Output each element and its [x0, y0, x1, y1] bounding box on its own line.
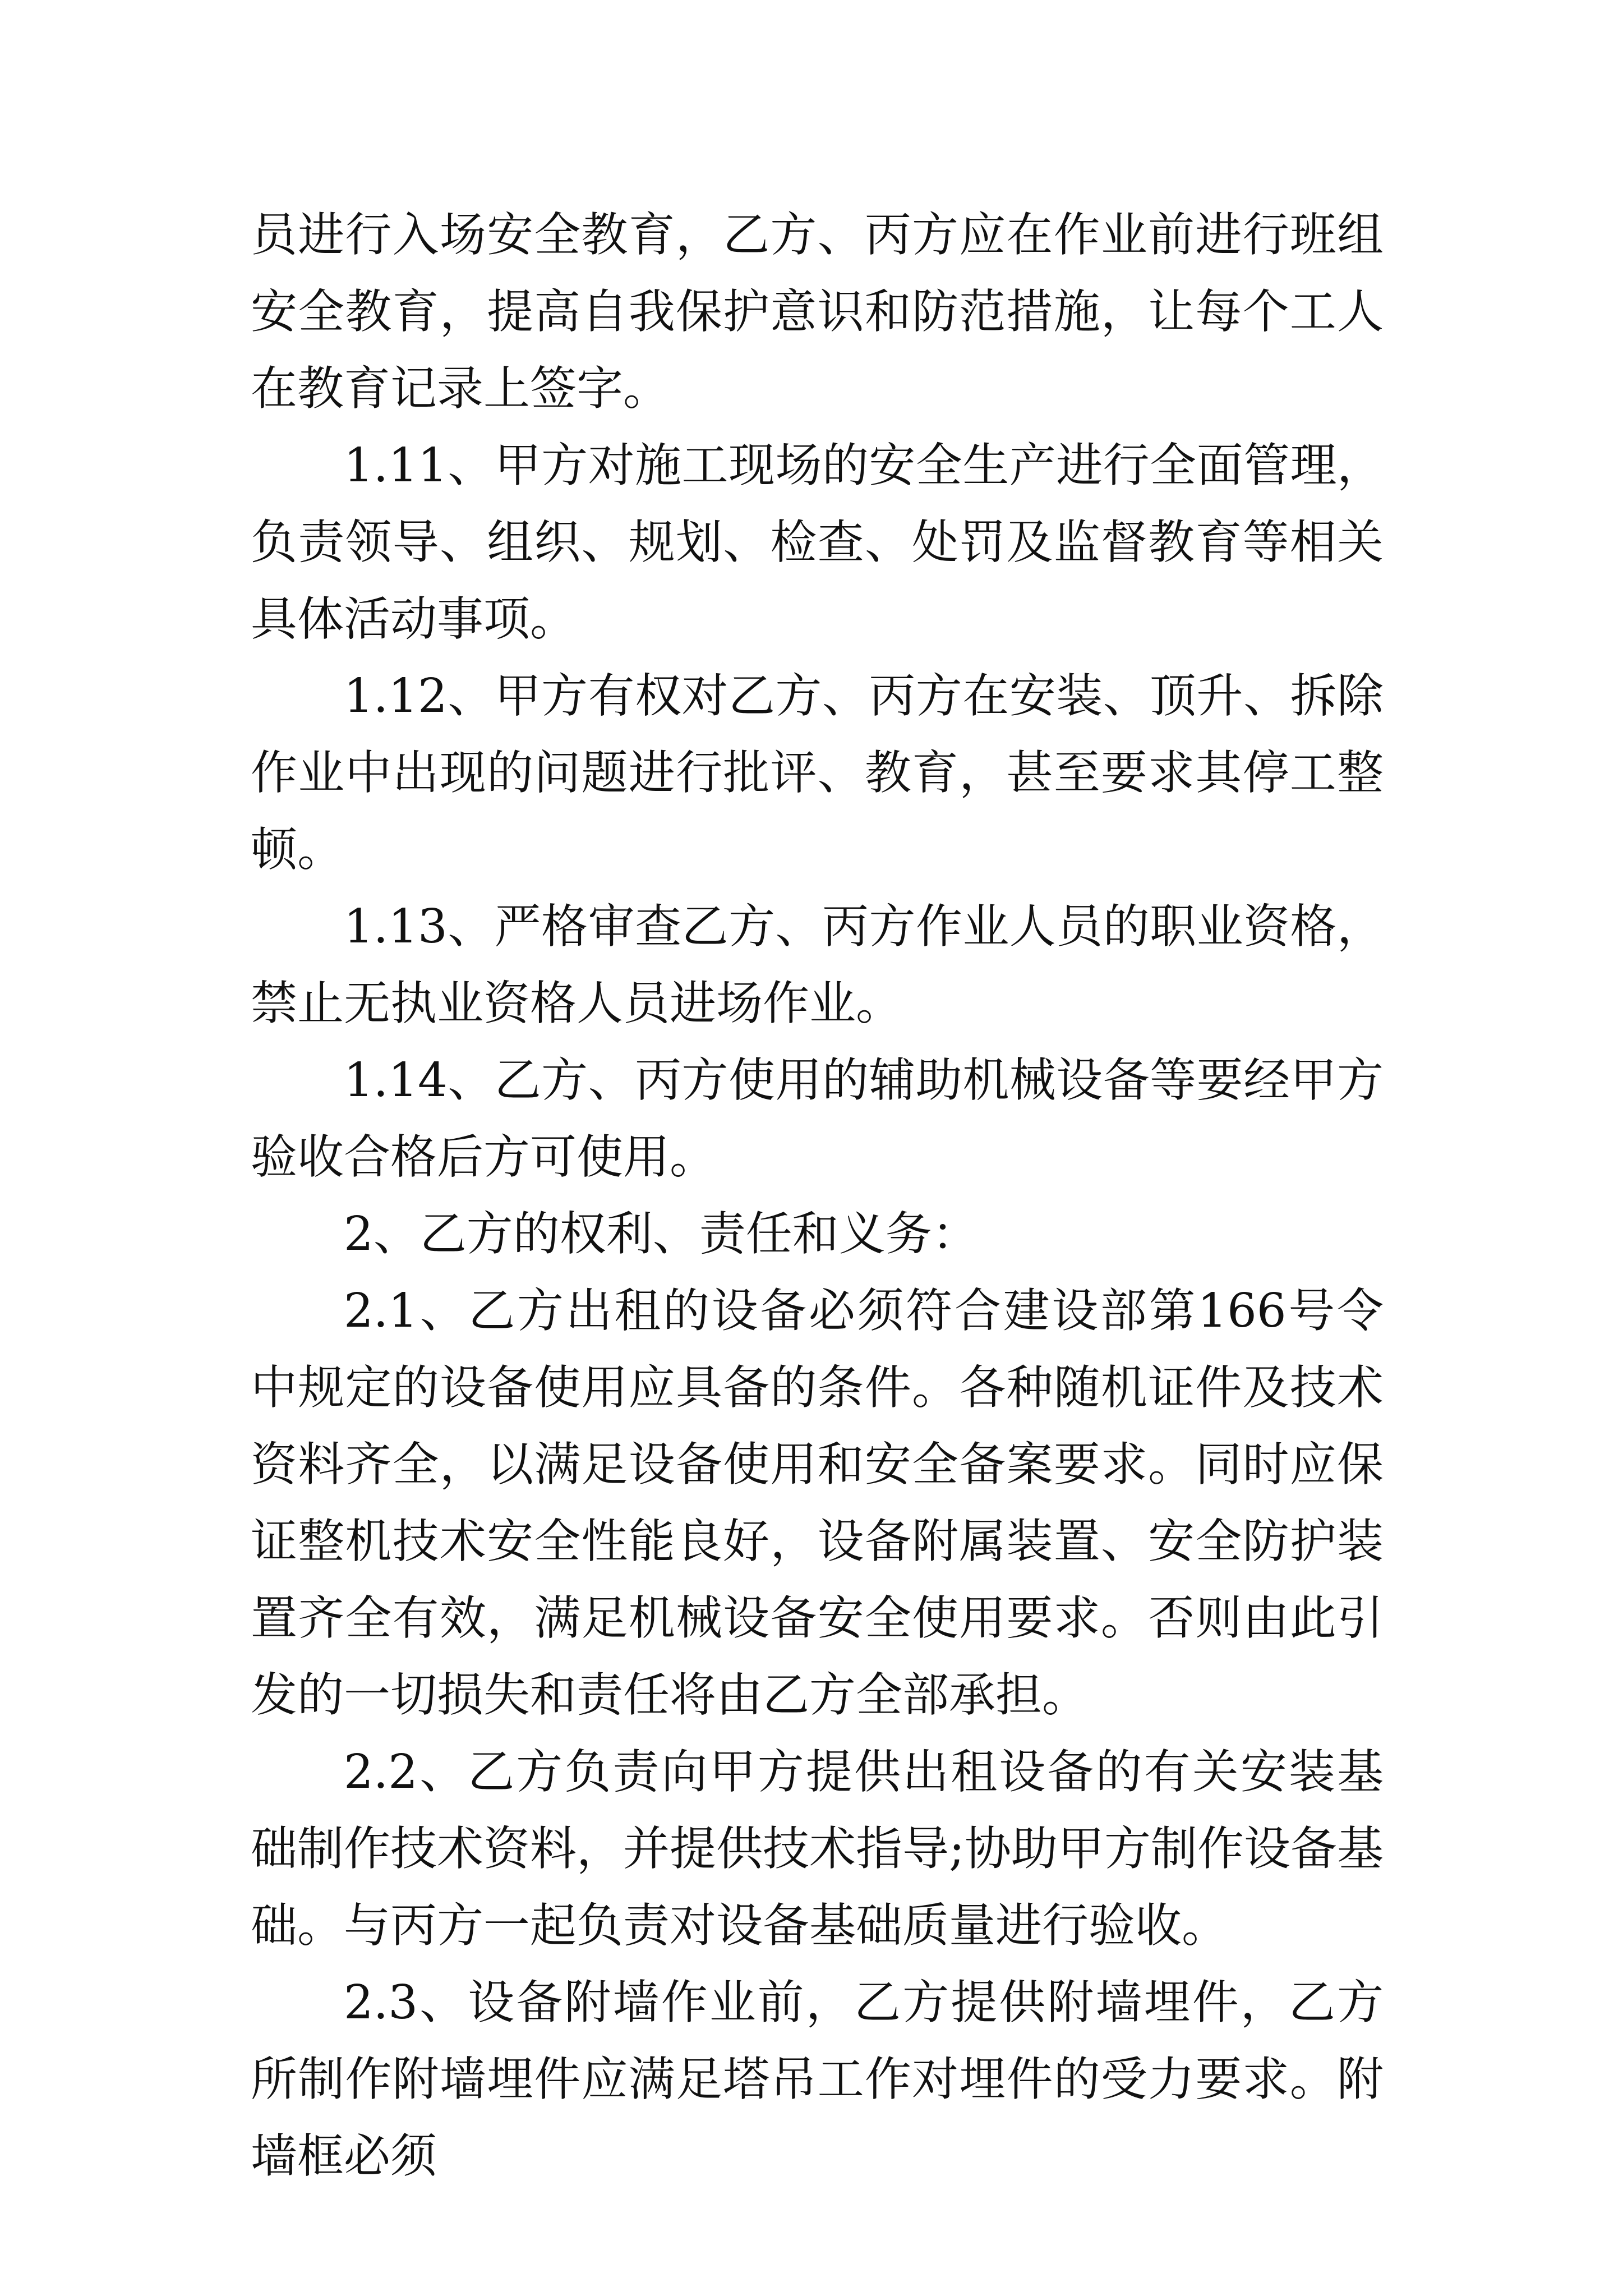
paragraph-2-1: 2.1、乙方出租的设备必须符合建设部第166号令中规定的设备使用应具备的条件。各种随机证件及技术资料齐全，以满足设备使用和安全备案要求。同时应保证整机技术安全性能良好，设备附属装置、安全防护装置齐全有效，满足机械设备安全使用要求。否则由此引发的一切损失和责任将由乙方全部承担。: [251, 1283, 1384, 1722]
paragraph-2-3: 2.3、设备附墙作业前，乙方提供附墙埋件，乙方所制作附墙埋件应满足塔吊工作对埋件的受力要求。附墙框必须: [251, 1975, 1384, 2183]
paragraph-1-13: 1.13、严格审查乙方、丙方作业人员的职业资格，禁止无执业资格人员进场作业。: [251, 899, 1384, 1030]
document-body: [251, 196, 1384, 2194]
paragraph-1-12: 1.12、甲方有权对乙方、丙方在安装、顶升、拆除作业中出现的问题进行批评、教育，甚至要求其停工整顿。: [251, 669, 1384, 877]
section-heading-2: 2、乙方的权利、责任和义务：: [344, 1207, 979, 1261]
paragraph-1-11: 1.11、甲方对施工现场的安全生产进行全面管理，负责领导、组织、规划、检查、处罚及监督教育等相关具体活动事项。: [251, 438, 1384, 646]
paragraph-2-2: 2.2、乙方负责向甲方提供出租设备的有关安装基础制作技术资料，并提供技术指导;协助甲方制作设备基础。与丙方一起负责对设备基础质量进行验收。: [251, 1745, 1384, 1953]
paragraph-1-14: 1.14、乙方、丙方使用的辅助机械设备等要经甲方验收合格后方可使用。: [251, 1053, 1384, 1184]
paragraph-continuation: 员进行入场安全教育，乙方、丙方应在作业前进行班组安全教育，提高自我保护意识和防范措施，让每个工人在教育记录上签字。: [251, 208, 1384, 416]
